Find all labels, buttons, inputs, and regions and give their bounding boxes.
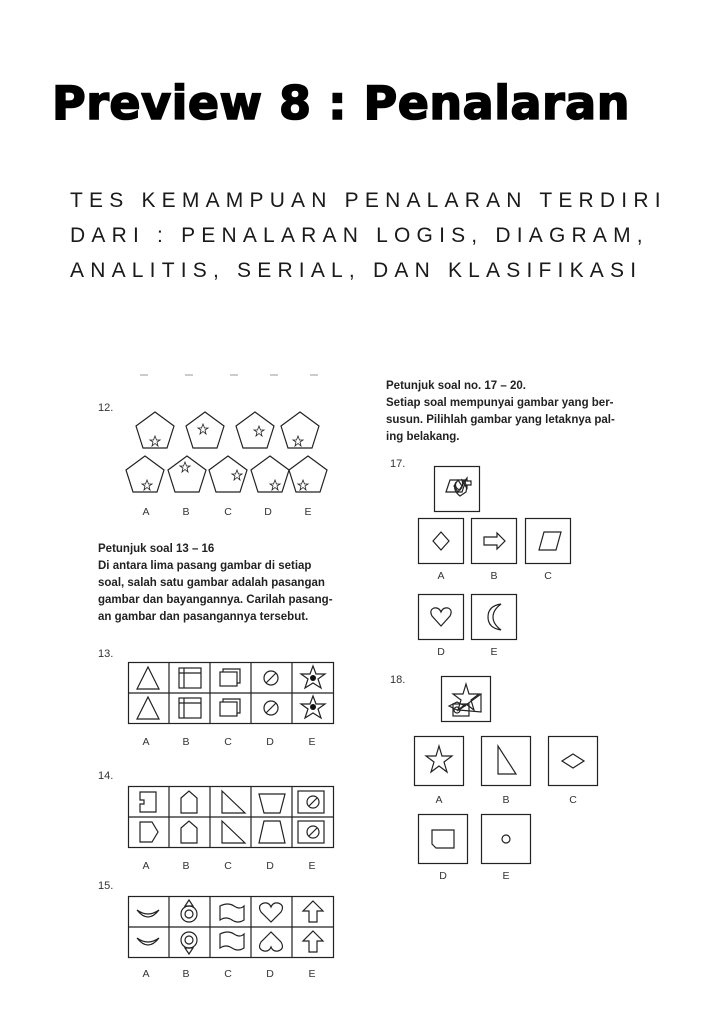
page-subtitle: TES KEMAMPUAN PENALARAN TERDIRI DARI : PENALARAN LOGIS, DIAGRAM, ANALITIS, SERIAL, DAN KLASIFIKASI bbox=[70, 189, 667, 282]
question-18-stacked-figure bbox=[441, 676, 491, 722]
question-18-number: 18. bbox=[390, 674, 406, 686]
question-12-pentagon-figure bbox=[125, 410, 325, 500]
instructions-13-16-line-2: soal, salah satu gambar adalah pasangan bbox=[98, 577, 325, 589]
question-15-grid bbox=[128, 896, 334, 958]
instructions-17-20-heading: Petunjuk soal no. 17 – 20. bbox=[386, 380, 526, 392]
question-17-number: 17. bbox=[390, 458, 406, 470]
option-c[interactable]: C bbox=[224, 968, 232, 980]
option-b[interactable]: B bbox=[182, 860, 190, 872]
option-b[interactable]: B bbox=[490, 570, 498, 582]
question-14-number: 14. bbox=[98, 770, 114, 782]
option-b[interactable]: B bbox=[502, 794, 510, 806]
question-18-options-row-2 bbox=[418, 814, 532, 864]
instructions-13-16 bbox=[98, 541, 368, 626]
option-d[interactable]: D bbox=[266, 860, 274, 872]
option-c[interactable]: C bbox=[224, 506, 232, 518]
question-13-grid bbox=[128, 662, 334, 724]
option-e[interactable]: E bbox=[308, 736, 316, 748]
question-12-number: 12. bbox=[98, 402, 114, 414]
question-14-grid bbox=[128, 786, 334, 848]
instructions-17-20-line-3: ing belakang. bbox=[386, 431, 460, 443]
instructions-17-20-line-1: Setiap soal mempunyai gambar yang ber- bbox=[386, 397, 614, 409]
instructions-13-16-line-4: an gambar dan pasangannya tersebut. bbox=[98, 611, 309, 623]
option-b[interactable]: B bbox=[182, 736, 190, 748]
option-e[interactable]: E bbox=[308, 860, 316, 872]
instructions-17-20 bbox=[386, 378, 656, 446]
option-c[interactable]: C bbox=[224, 860, 232, 872]
option-d[interactable]: D bbox=[266, 968, 274, 980]
option-e[interactable]: E bbox=[308, 968, 316, 980]
option-a[interactable]: A bbox=[142, 968, 150, 980]
residual-marks bbox=[140, 372, 320, 378]
option-d[interactable]: D bbox=[437, 646, 445, 658]
option-a[interactable]: A bbox=[142, 736, 150, 748]
instructions-13-16-heading: Petunjuk soal 13 – 16 bbox=[98, 543, 215, 555]
option-c[interactable]: C bbox=[224, 736, 232, 748]
option-c[interactable]: C bbox=[569, 794, 577, 806]
instructions-13-16-line-3: gambar dan bayangannya. Carilah pasang- bbox=[98, 594, 333, 606]
instructions-13-16-line-1: Di antara lima pasang gambar di setiap bbox=[98, 560, 312, 572]
option-b[interactable]: B bbox=[182, 968, 190, 980]
option-a[interactable]: A bbox=[142, 506, 150, 518]
option-a[interactable]: A bbox=[435, 794, 443, 806]
option-a[interactable]: A bbox=[142, 860, 150, 872]
option-a[interactable]: A bbox=[437, 570, 445, 582]
page-title: Preview 8 : Penalaran bbox=[52, 76, 630, 130]
option-c[interactable]: C bbox=[544, 570, 552, 582]
option-d[interactable]: D bbox=[266, 736, 274, 748]
question-18-options-row-1 bbox=[414, 736, 598, 786]
instructions-17-20-line-2: susun. Pilihlah gambar yang letaknya pal- bbox=[386, 414, 615, 426]
option-d[interactable]: D bbox=[439, 870, 447, 882]
question-15-number: 15. bbox=[98, 880, 114, 892]
option-d[interactable]: D bbox=[264, 506, 272, 518]
option-e[interactable]: E bbox=[490, 646, 498, 658]
option-b[interactable]: B bbox=[182, 506, 190, 518]
question-13-number: 13. bbox=[98, 648, 114, 660]
question-17-options-row-1 bbox=[418, 518, 572, 564]
question-17-stacked-figure bbox=[434, 466, 480, 512]
option-e[interactable]: E bbox=[502, 870, 510, 882]
option-e[interactable]: E bbox=[304, 506, 312, 518]
question-17-options-row-2 bbox=[418, 594, 518, 640]
